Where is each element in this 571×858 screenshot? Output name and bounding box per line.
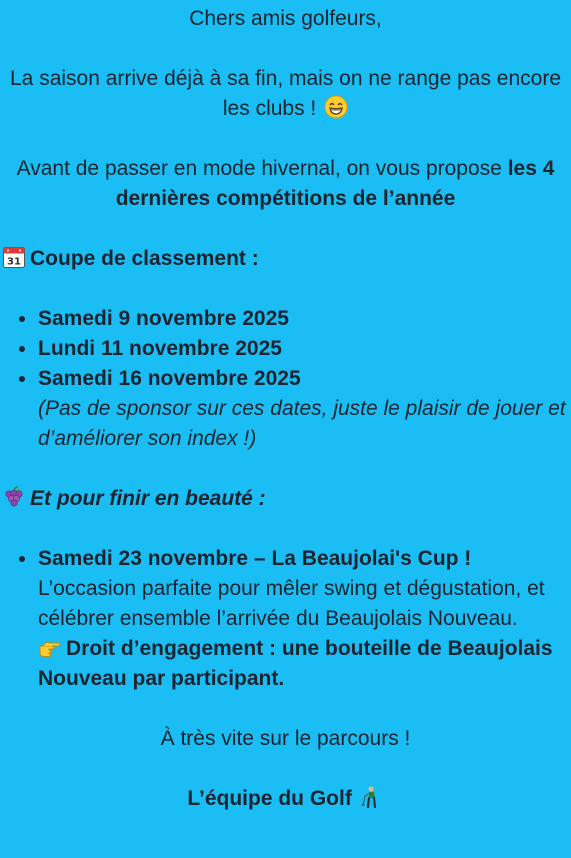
closing-line: À très vite sur le parcours !	[160, 727, 411, 750]
pointing-hand-icon	[38, 635, 62, 659]
list-item-label: Samedi 16 novembre 2025	[38, 367, 301, 390]
intro-text: La saison arrive déjà à sa fin, mais on ne range pas encore les clubs !	[10, 67, 561, 120]
intro-paragraph	[2, 64, 569, 124]
list-item: • Samedi 9 novembre 2025	[38, 304, 569, 334]
signature-line	[2, 784, 569, 814]
lead-text: Avant de passer en mode hivernal, on vous propose	[16, 157, 508, 180]
grapes-icon	[2, 485, 26, 509]
section-final-title: Et pour finir en beauté :	[30, 487, 266, 510]
signature: L’équipe du Golf	[187, 787, 352, 810]
entry-fee: Droit d’engagement : une bouteille de Beaujolais Nouveau par participant.	[38, 637, 553, 690]
golfer-icon	[360, 785, 384, 809]
ranking-dates-list	[2, 304, 569, 454]
lead-paragraph	[2, 154, 569, 214]
event-description: L’occasion parfaite pour mêler swing et dégustation, et célébrer ensemble l’arrivée du Beaujolais Nouveau.	[38, 577, 545, 630]
section-ranking-heading	[2, 244, 569, 274]
ranking-note: (Pas de sponsor sur ces dates, juste le plaisir de jouer et d’améliorer son index !)	[38, 397, 566, 450]
final-event-list	[2, 544, 569, 694]
list-item	[38, 364, 569, 454]
calendar-icon	[2, 245, 26, 269]
list-item: • Lundi 11 novembre 2025	[38, 334, 569, 364]
event-title: Samedi 23 novembre – La Beaujolai's Cup !	[38, 547, 472, 570]
lead-bold-text: les 4 dernières compétitions de l’année	[115, 157, 555, 210]
list-item	[38, 544, 569, 694]
section-final-heading	[2, 484, 569, 514]
section-ranking-title: Coupe de classement :	[30, 247, 259, 270]
greeting: Chers amis golfeurs,	[189, 7, 382, 30]
grinning-face-icon	[324, 95, 348, 119]
svg-text:31: 31	[7, 256, 21, 268]
